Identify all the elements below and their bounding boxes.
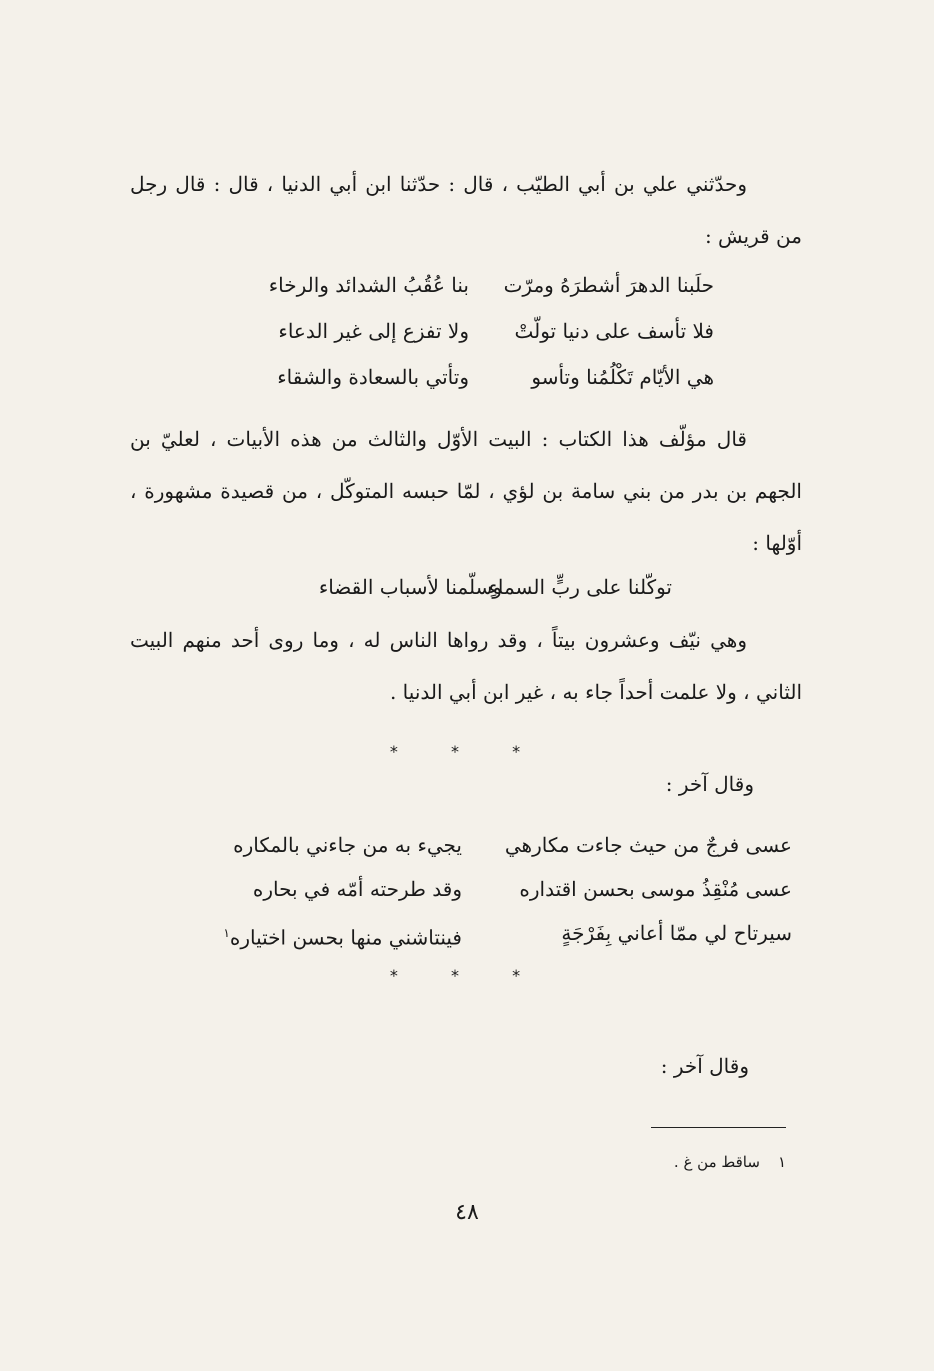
verse-first-half: هي الأيّام تَكْلُمُنا وتأسو: [531, 365, 714, 389]
verse-second-half: [223, 910, 462, 956]
footnote-number: ١: [777, 1153, 786, 1171]
verse-line: [269, 262, 714, 308]
section-heading: وقال آخر :: [665, 772, 754, 796]
verse-line: [253, 866, 792, 912]
verse-first-half: سيرتاح لي ممّا أعاني بِفَرْجَةٍ: [561, 921, 792, 945]
verse-second-half: ولا تفزع إلى غير الدعاء: [278, 319, 469, 343]
text-line: الثاني ، ولا علمت أحداً جاء به ، غير ابن أبي الدنيا .: [389, 680, 802, 704]
paragraph-author-note: [130, 413, 802, 569]
verse-first-half: عسى مُنْقِذُ موسى بحسن اقتداره: [519, 877, 792, 901]
page-number: ٤٨: [455, 1200, 479, 1225]
verse-text: فينتاشني منها بحسن اختياره: [229, 925, 462, 950]
footnote-marker: ١: [223, 926, 230, 940]
verse-second-half: وسلّمنا لأسباب القضاء: [318, 575, 502, 599]
footnote: [674, 1153, 786, 1171]
footnote-rule: [651, 1127, 786, 1128]
section-separator: * * *: [389, 742, 545, 761]
text-line: قال مؤلّف هذا الكتاب : البيت الأوّل والثالث من هذه الأبيات ، لعليّ بن: [130, 427, 747, 451]
text-line: وهي نيّف وعشرون بيتاً ، وقد رواها الناس له ، وما روى أحد منهم البيت: [130, 628, 747, 652]
section-heading: وقال آخر :: [660, 1054, 749, 1078]
paragraph-commentary: [130, 614, 802, 718]
verse-second-half: وتأتي بالسعادة والشقاء: [277, 365, 469, 389]
verse-line: [223, 910, 792, 956]
verse-line: [278, 308, 714, 354]
footnote-text: ساقط من غ .: [673, 1153, 760, 1171]
paragraph-intro: [130, 158, 802, 262]
text-line: من قريش :: [704, 224, 802, 248]
section-separator: * * *: [389, 966, 545, 985]
verse-second-half: بنا عُقُبُ الشدائد والرخاء: [268, 273, 469, 297]
verse-second-half: وقد طرحته أمّه في بحاره: [252, 877, 462, 901]
verse-first-half: عسى فرجٌ من حيث جاءت مكارهي: [504, 833, 792, 857]
verse-first-half: توكّلنا على ربٍّ السماءِ: [488, 575, 672, 599]
verse-second-half: يجيء به من جاءني بالمكاره: [233, 833, 462, 857]
verse-first-half: فلا تأسف على دنيا تولّتْ: [514, 319, 714, 343]
verse-line: [319, 564, 672, 610]
text-line: أوّلها :: [752, 531, 802, 555]
text-line: وحدّثني علي بن أبي الطيّب ، قال : حدّثنا ابن أبي الدنيا ، قال : قال رجل: [130, 172, 747, 196]
verse-first-half: حلَبنا الدهرَ أشطرَهُ ومرّت: [503, 273, 714, 297]
text-line: الجهم بن بدر من بني سامة بن لؤي ، لمّا حبسه المتوكّل ، من قصيدة مشهورة ،: [130, 479, 802, 503]
verse-line: [277, 354, 714, 400]
verse-line: [233, 822, 792, 868]
